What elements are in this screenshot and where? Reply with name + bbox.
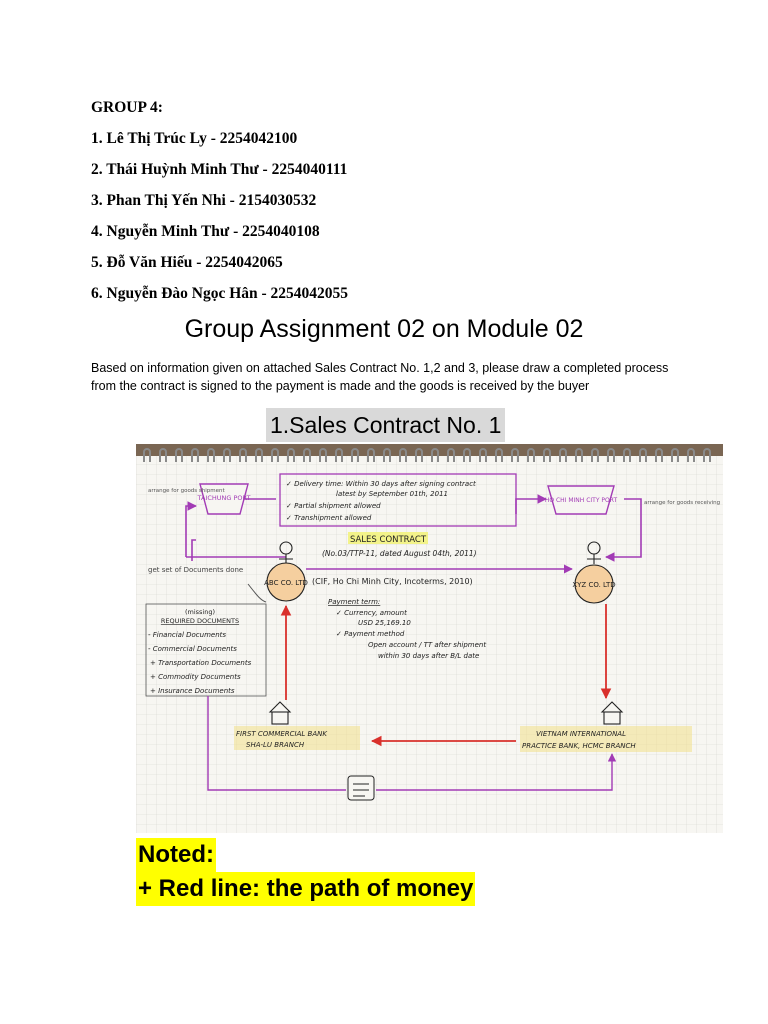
seller-port-label: TAICHUNG PORT xyxy=(197,494,251,502)
assignment-title: Group Assignment 02 on Module 02 xyxy=(184,315,584,343)
doc-line: + Transportation Documents xyxy=(150,659,252,667)
payment-line: USD 25,169.10 xyxy=(358,619,411,627)
member-item: 2. Thái Huỳnh Minh Thư - 2254040111 xyxy=(91,161,348,178)
term-line: ✓ Delivery time: Within 30 days after signing contract xyxy=(286,480,476,488)
member-item: 1. Lê Thị Trúc Ly - 2254042100 xyxy=(91,130,298,147)
contract-reference: (No.03/TTP-11, dated August 04th, 2011) xyxy=(322,549,477,558)
seller-label: ABC CO. LTD xyxy=(264,579,308,587)
payment-line: ✓ Payment method xyxy=(336,630,405,638)
notes-heading: Noted: xyxy=(136,838,216,872)
documents-note: get set of Documents done xyxy=(148,566,244,574)
group-members xyxy=(91,92,348,309)
buyer-bank-label: PRACTICE BANK, HCMC BRANCH xyxy=(522,742,636,750)
seller-port-note: arrange for goods shipment xyxy=(148,488,225,494)
term-line: ✓ Partial shipment allowed xyxy=(286,502,381,510)
payment-line: Payment term: xyxy=(328,598,381,606)
incoterms-note: (CIF, Ho Chi Minh City, Incoterms, 2010) xyxy=(312,577,473,586)
doc-line: - Commercial Documents xyxy=(148,645,237,653)
doc-line: - Financial Documents xyxy=(148,631,227,639)
section-heading: 1.Sales Contract No. 1 xyxy=(266,408,505,442)
notes-legend-line: + Red line: the path of money xyxy=(136,872,475,906)
payment-line: within 30 days after B/L date xyxy=(378,652,480,660)
payment-line: ✓ Currency, amount xyxy=(336,609,407,617)
buyer-bank-label: VIETNAM INTERNATIONAL xyxy=(536,730,626,738)
document-scroll-icon xyxy=(348,776,374,800)
group-heading: GROUP 4: xyxy=(91,99,163,116)
doc-line: + Commodity Documents xyxy=(150,673,241,681)
buyer-label: XYZ CO. LTD xyxy=(572,581,616,589)
doc-line: (missing) xyxy=(184,608,216,616)
buyer-port-label: HO CHI MINH CITY PORT xyxy=(544,497,618,504)
payment-line: Open account / TT after shipment xyxy=(368,641,487,649)
seller-bank-label: SHA-LU BRANCH xyxy=(246,741,305,749)
assignment-instructions: Based on information given on attached Sales Contract No. 1,2 and 3, please draw a completed process from the contract is signed to the payment is made and the goods is received by the buyer xyxy=(91,361,669,393)
contract-title: SALES CONTRACT xyxy=(349,535,427,545)
member-item: 4. Nguyễn Minh Thư - 2254040108 xyxy=(91,223,320,240)
term-line: latest by September 01th, 2011 xyxy=(336,490,448,498)
doc-line: REQUIRED DOCUMENTS xyxy=(160,617,240,625)
member-item: 3. Phan Thị Yến Nhi - 2154030532 xyxy=(91,192,317,209)
member-item: 5. Đỗ Văn Hiếu - 2254042065 xyxy=(91,254,283,271)
seller-bank-label: FIRST COMMERCIAL BANK xyxy=(236,730,327,738)
doc-line: + Insurance Documents xyxy=(150,687,235,695)
member-item: 6. Nguyễn Đào Ngọc Hân - 2254042055 xyxy=(91,285,349,302)
buyer-port-note: arrange for goods receiving xyxy=(644,500,721,506)
process-diagram-photo xyxy=(136,444,723,833)
term-line: ✓ Transhipment allowed xyxy=(286,514,372,522)
